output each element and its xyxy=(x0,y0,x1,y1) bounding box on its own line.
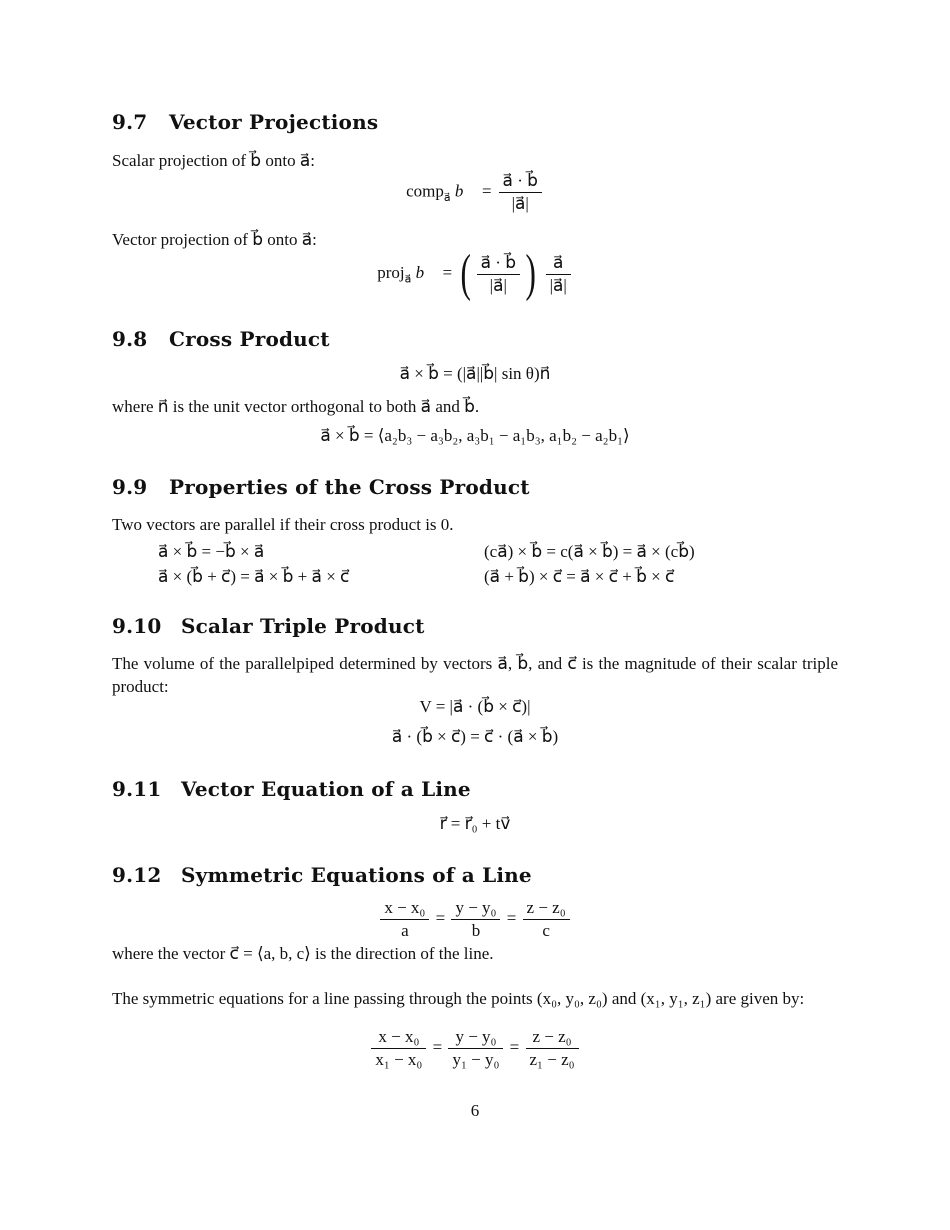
section-title: Vector Equation of a Line xyxy=(181,777,471,801)
equation-property-scalar: (ca⃗) × b⃗ = c(a⃗ × b⃗) = a⃗ × (cb⃗) xyxy=(484,542,695,561)
section-title: Properties of the Cross Product xyxy=(169,475,530,499)
section-heading-9-8 xyxy=(112,327,838,351)
paragraph-triple-product: The volume of the parallelpiped determined by vectors a⃗, b⃗, and c⃗ is the magnitude of their scalar triple product: xyxy=(112,654,838,696)
equation-scalar-projection: comp$_{a⃗}$ b⃗ = $\frac{a⃗ \cdot b⃗}{|a⃗|}$ xyxy=(0,170,950,215)
equation-property-distributive-left: a⃗ × (b⃗ + c⃗) = a⃗ × b⃗ + a⃗ × c⃗ xyxy=(158,567,350,586)
section-number: 9.12 xyxy=(112,863,162,887)
page-number: 6 xyxy=(470,1101,480,1120)
paragraph-symmetric-two-points: The symmetric equations for a line passing through the points (x₀, y₀, z₀) and (x₁, y₁, z₁) are given by: xyxy=(112,989,805,1008)
section-number: 9.11 xyxy=(112,777,162,801)
section-heading-9-7 xyxy=(112,110,838,134)
right-paren: ) xyxy=(525,245,536,302)
equation-line-vector: r⃗ = r⃗₀ + tv⃗ xyxy=(439,814,511,833)
left-paren: ( xyxy=(460,245,472,302)
equation-vector-projection: proj$_{a⃗}$ b⃗ = ( $\frac{a⃗ \cdot b⃗}{|a⃗|}$ ) $\frac{a⃗}{|a⃗|}$ xyxy=(0,248,950,300)
section-heading-9-11 xyxy=(112,777,838,801)
section-title: Symmetric Equations of a Line xyxy=(181,863,532,887)
equation-triple-identity: a⃗ · (b⃗ × c⃗) = c⃗ · (a⃗ × b⃗) xyxy=(391,727,559,746)
equation-property-anticommutative: a⃗ × b⃗ = −b⃗ × a⃗ xyxy=(158,542,265,561)
fraction: $\frac{a⃗}{|a⃗|}$ xyxy=(546,252,571,297)
fraction: $\frac{a⃗ \cdot b⃗}{|a⃗|}$ xyxy=(477,252,520,297)
section-number: 9.8 xyxy=(112,327,148,351)
equation-cross-components: a⃗ × b⃗ = ⟨a₂b₃ − a₃b₂, a₃b₁ − a₁b₃, a₁b₂ − a₂b₁⟩ xyxy=(320,426,630,445)
section-heading-9-10 xyxy=(112,614,838,638)
equation-symmetric-two-points: $\frac{\text{x − x₀}}{\text{x₁ − x₀}}$ = $\frac{\text{y − y₀}}{\text{y₁ − y₀}}$ = $\frac{\text{z − z₀}}{\text{z₁ − z₀}}$ xyxy=(0,1026,950,1071)
equation-volume: V = |a⃗ · (b⃗ × c⃗)| xyxy=(419,697,531,716)
fraction: $\frac{a⃗ \cdot b⃗}{|a⃗|}$ xyxy=(499,170,542,215)
equation-cross-magnitude: a⃗ × b⃗ = (|a⃗||b⃗| sin θ)n⃗ xyxy=(399,364,551,383)
section-number: 9.10 xyxy=(112,614,162,638)
paragraph-symmetric-where: where the vector c⃗ = ⟨a, b, c⟩ is the direction of the line. xyxy=(112,944,494,963)
section-title: Cross Product xyxy=(169,327,330,351)
section-heading-9-12 xyxy=(112,863,838,887)
paragraph-parallel: Two vectors are parallel if their cross product is 0. xyxy=(112,515,454,534)
paragraph-cross-where: where n⃗ is the unit vector orthogonal to both a⃗ and b⃗. xyxy=(112,397,480,416)
paragraph-scalar-projection: Scalar projection of b⃗ onto a⃗: xyxy=(112,151,315,170)
section-number: 9.9 xyxy=(112,475,148,499)
equation-property-distributive-right: (a⃗ + b⃗) × c⃗ = a⃗ × c⃗ + b⃗ × c⃗ xyxy=(484,567,675,586)
section-title: Vector Projections xyxy=(169,110,379,134)
section-number: 9.7 xyxy=(112,110,148,134)
paragraph-vector-projection: Vector projection of b⃗ onto a⃗: xyxy=(112,230,317,249)
equation-symmetric-direction: $\frac{\text{x − x₀}}{a}$ = $\frac{\text{y − y₀}}{b}$ = $\frac{\text{z − z₀}}{c}$ xyxy=(0,897,950,942)
section-heading-9-9 xyxy=(112,475,838,499)
section-title: Scalar Triple Product xyxy=(181,614,425,638)
